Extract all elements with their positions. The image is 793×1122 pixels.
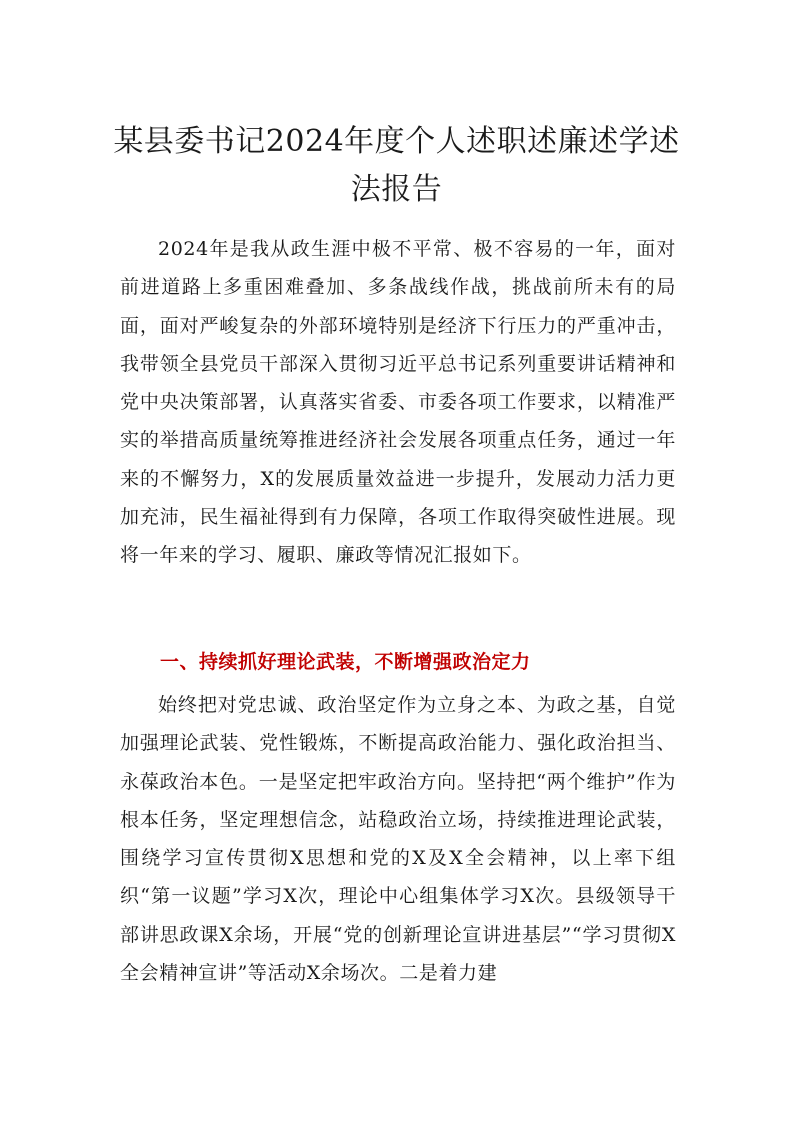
intro-paragraph: 2024年是我从政生涯中极不平常、极不容易的一年，面对前进道路上多重困难叠加、多条战线作战，挑战前所未有的局面，面对严峻复杂的外部环境特别是经济下行压力的严重冲击，我带领全县党员干部深入贯彻习近平总书记系列重要讲话精神和党中央决策部署，认真落实省委、市委各项工作要求，以精准严实的举措高质量统筹推进经济社会发展各项重点任务，通过一年来的不懈努力，X的发展质量效益进一步提升，发展动力活力更加充沛，民生福祉得到有力保障，各项工作取得突破性进展。现将一年来的学习、履职、廉政等情况汇报如下。 bbox=[120, 238, 676, 567]
section-heading: 一、持续抓好理论武装，不断增强政治定力 bbox=[160, 651, 531, 673]
document-title: 某县委书记2024年度个人述职述廉述学述法报告 bbox=[113, 124, 680, 207]
section-paragraph: 始终把对党忠诚、政治坚定作为立身之本、为政之基，自觉加强理论武装、党性锻炼，不断提高政治能力、强化政治担当、永葆政治本色。一是坚定把牢政治方向。坚持把“两个维护”作为根本任务，坚定理想信念，站稳政治立场，持续推进理论武装，围绕学习宣传贯彻X思想和党的X及X全会精神，以上率下组织“第一议题”学习X次，理论中心组集体学习X次。县级领导干部讲思政课X余场，开展“党的创新理论宣讲进基层”“学习贯彻X全会精神宣讲”等活动X余场次。二是着力建 bbox=[120, 694, 676, 985]
